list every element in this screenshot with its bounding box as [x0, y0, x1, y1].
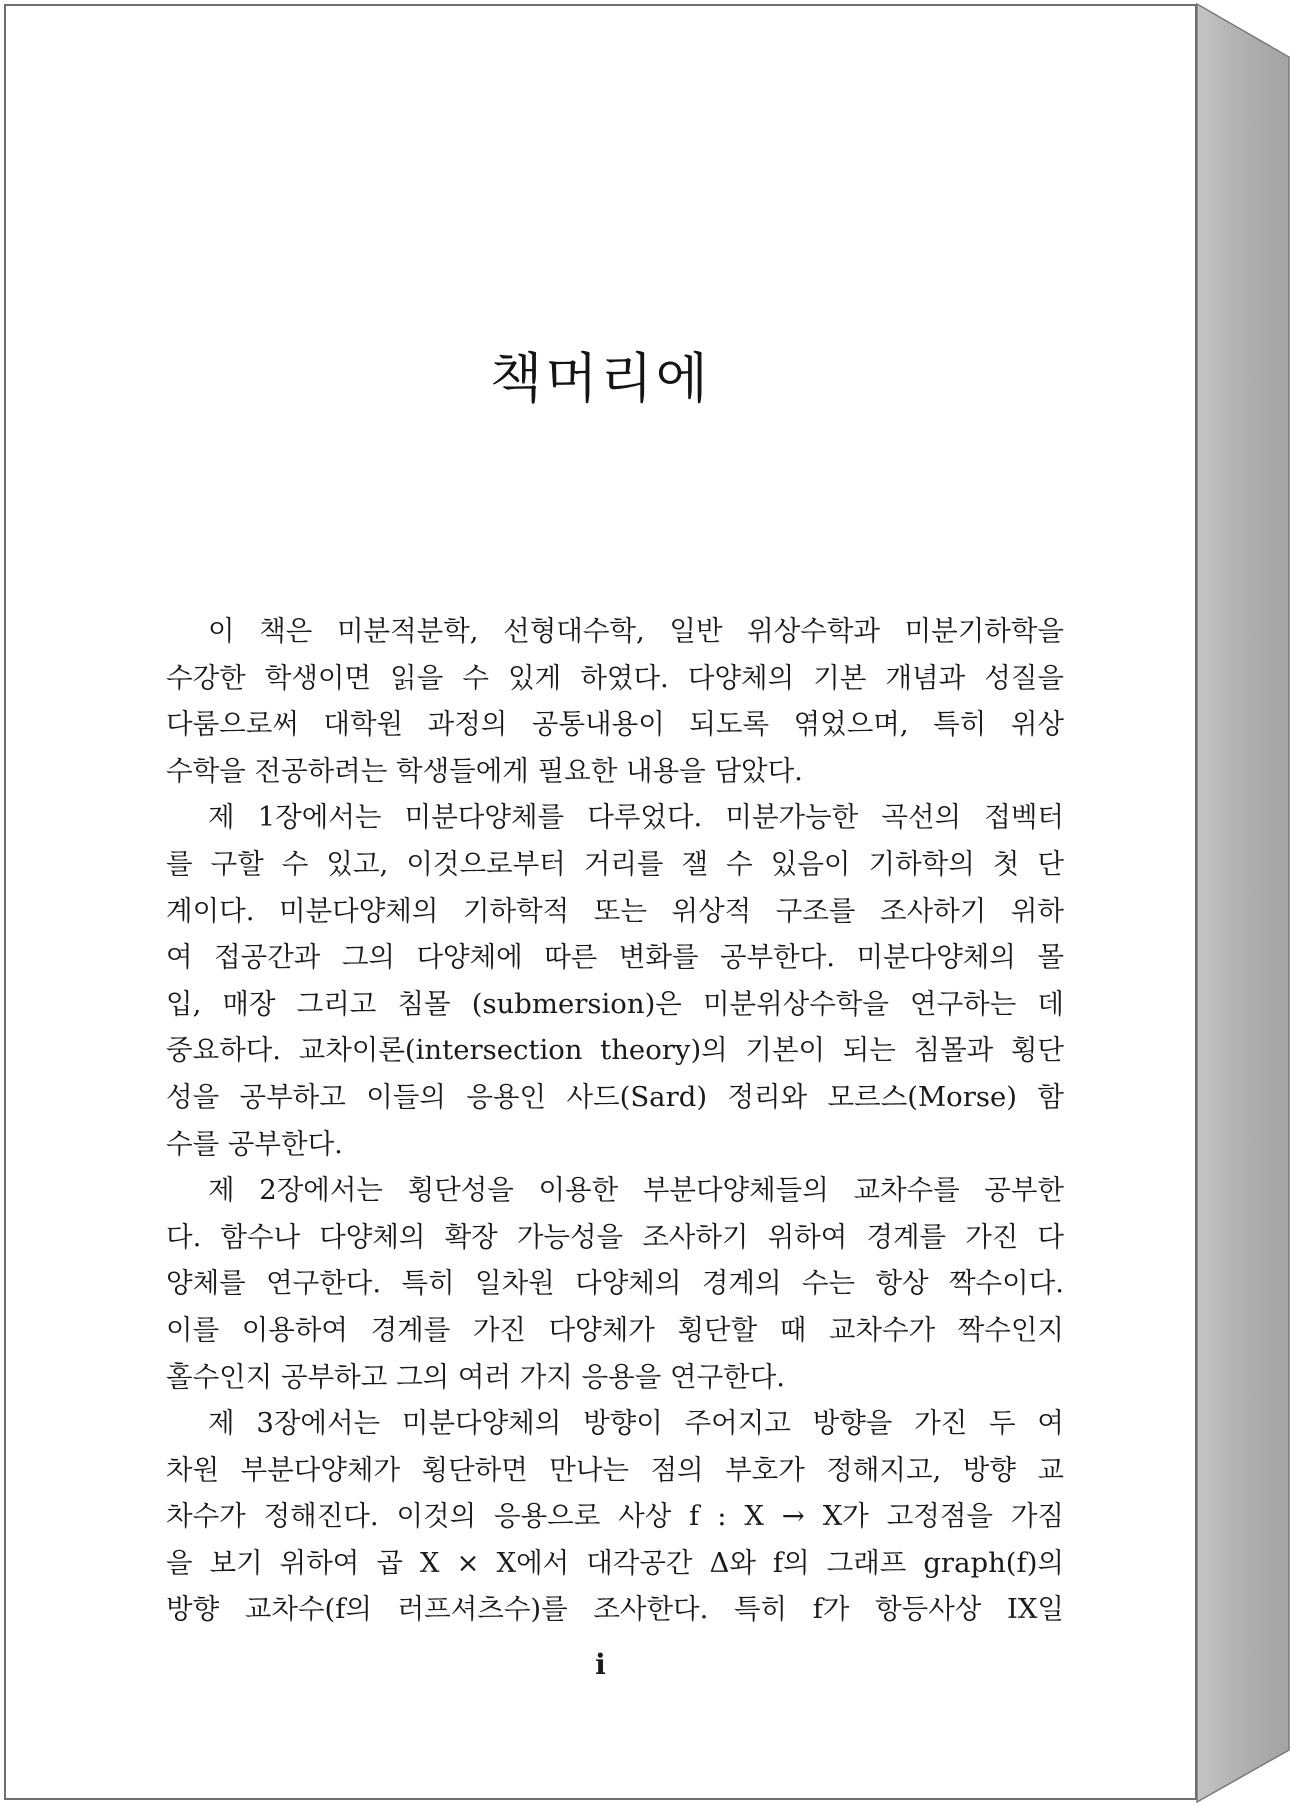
paragraph-3 — [166, 1167, 1064, 1400]
text-line: 여 접공간과 그의 다양체에 따른 변화를 공부한다. 미분다양체의 몰 — [166, 941, 1064, 974]
page-title: 책머리에 — [490, 347, 711, 410]
paragraph-2 — [166, 794, 1064, 1167]
text-line: 를 구할 수 있고, 이것으로부터 거리를 잴 수 있음이 기하학의 첫 단 — [166, 847, 1064, 880]
text-line: 방향 교차수(f의 러프셔츠수)를 조사한다. 특히 f가 항등사상 IX일 — [166, 1593, 1064, 1626]
text-line: 차원 부분다양체가 횡단하면 만나는 점의 부호가 정해지고, 방향 교 — [166, 1453, 1064, 1486]
document-page — [4, 4, 1197, 1800]
text-line: 이 책은 미분적분학, 선형대수학, 일반 위상수학과 미분기하학을 — [208, 615, 1064, 647]
text-line: 을 보기 위하여 곱 X × X에서 대각공간 Δ와 f의 그래프 graph(f)의 — [166, 1546, 1064, 1579]
text-line: 차수가 정해진다. 이것의 응용으로 사상 f : X → X가 고정점을 가짐 — [166, 1500, 1064, 1533]
text-line: 홀수인지 공부하고 그의 여러 가지 응용을 연구한다. — [166, 1360, 786, 1393]
text-line: 다. 함수나 다양체의 확장 가능성을 조사하기 위하여 경계를 가진 다 — [166, 1220, 1064, 1253]
paragraph-4 — [166, 1400, 1064, 1633]
text-line: 수학을 전공하려는 학생들에게 필요한 내용을 담았다. — [166, 754, 803, 787]
preface-body — [166, 608, 1064, 1633]
text-line: 성을 공부하고 이들의 응용인 사드(Sard) 정리와 모르스(Morse) 함 — [166, 1080, 1064, 1113]
text-line: 제 1장에서는 미분다양체를 다루었다. 미분가능한 곡선의 접벡터 — [208, 801, 1064, 834]
text-line: 수강한 학생이면 읽을 수 있게 하였다. 다양체의 기본 개념과 성질을 — [166, 661, 1064, 694]
page-number: i — [595, 1648, 606, 1681]
text-line: 이를 이용하여 경계를 가진 다양체가 횡단할 때 교차수가 짝수인지 — [166, 1313, 1064, 1346]
text-line: 입, 매장 그리고 침몰 (submersion)은 미분위상수학을 연구하는 데 — [166, 987, 1064, 1020]
text-line: 계이다. 미분다양체의 기하학적 또는 위상적 구조를 조사하기 위하 — [166, 894, 1064, 927]
paragraph-1 — [166, 608, 1064, 794]
text-line: 제 3장에서는 미분다양체의 방향이 주어지고 방향을 가진 두 여 — [208, 1407, 1064, 1440]
text-line: 수를 공부한다. — [166, 1127, 343, 1160]
text-line: 다룸으로써 대학원 과정의 공통내용이 되도록 엮었으며, 특히 위상 — [166, 708, 1064, 741]
text-line: 제 2장에서는 횡단성을 이용한 부분다양체들의 교차수를 공부한 — [208, 1174, 1064, 1207]
text-line: 양체를 연구한다. 특히 일차원 다양체의 경계의 수는 항상 짝수이다. — [166, 1267, 1064, 1300]
text-line: 중요하다. 교차이론(intersection theory)의 기본이 되는 침몰과 횡단 — [166, 1034, 1064, 1067]
